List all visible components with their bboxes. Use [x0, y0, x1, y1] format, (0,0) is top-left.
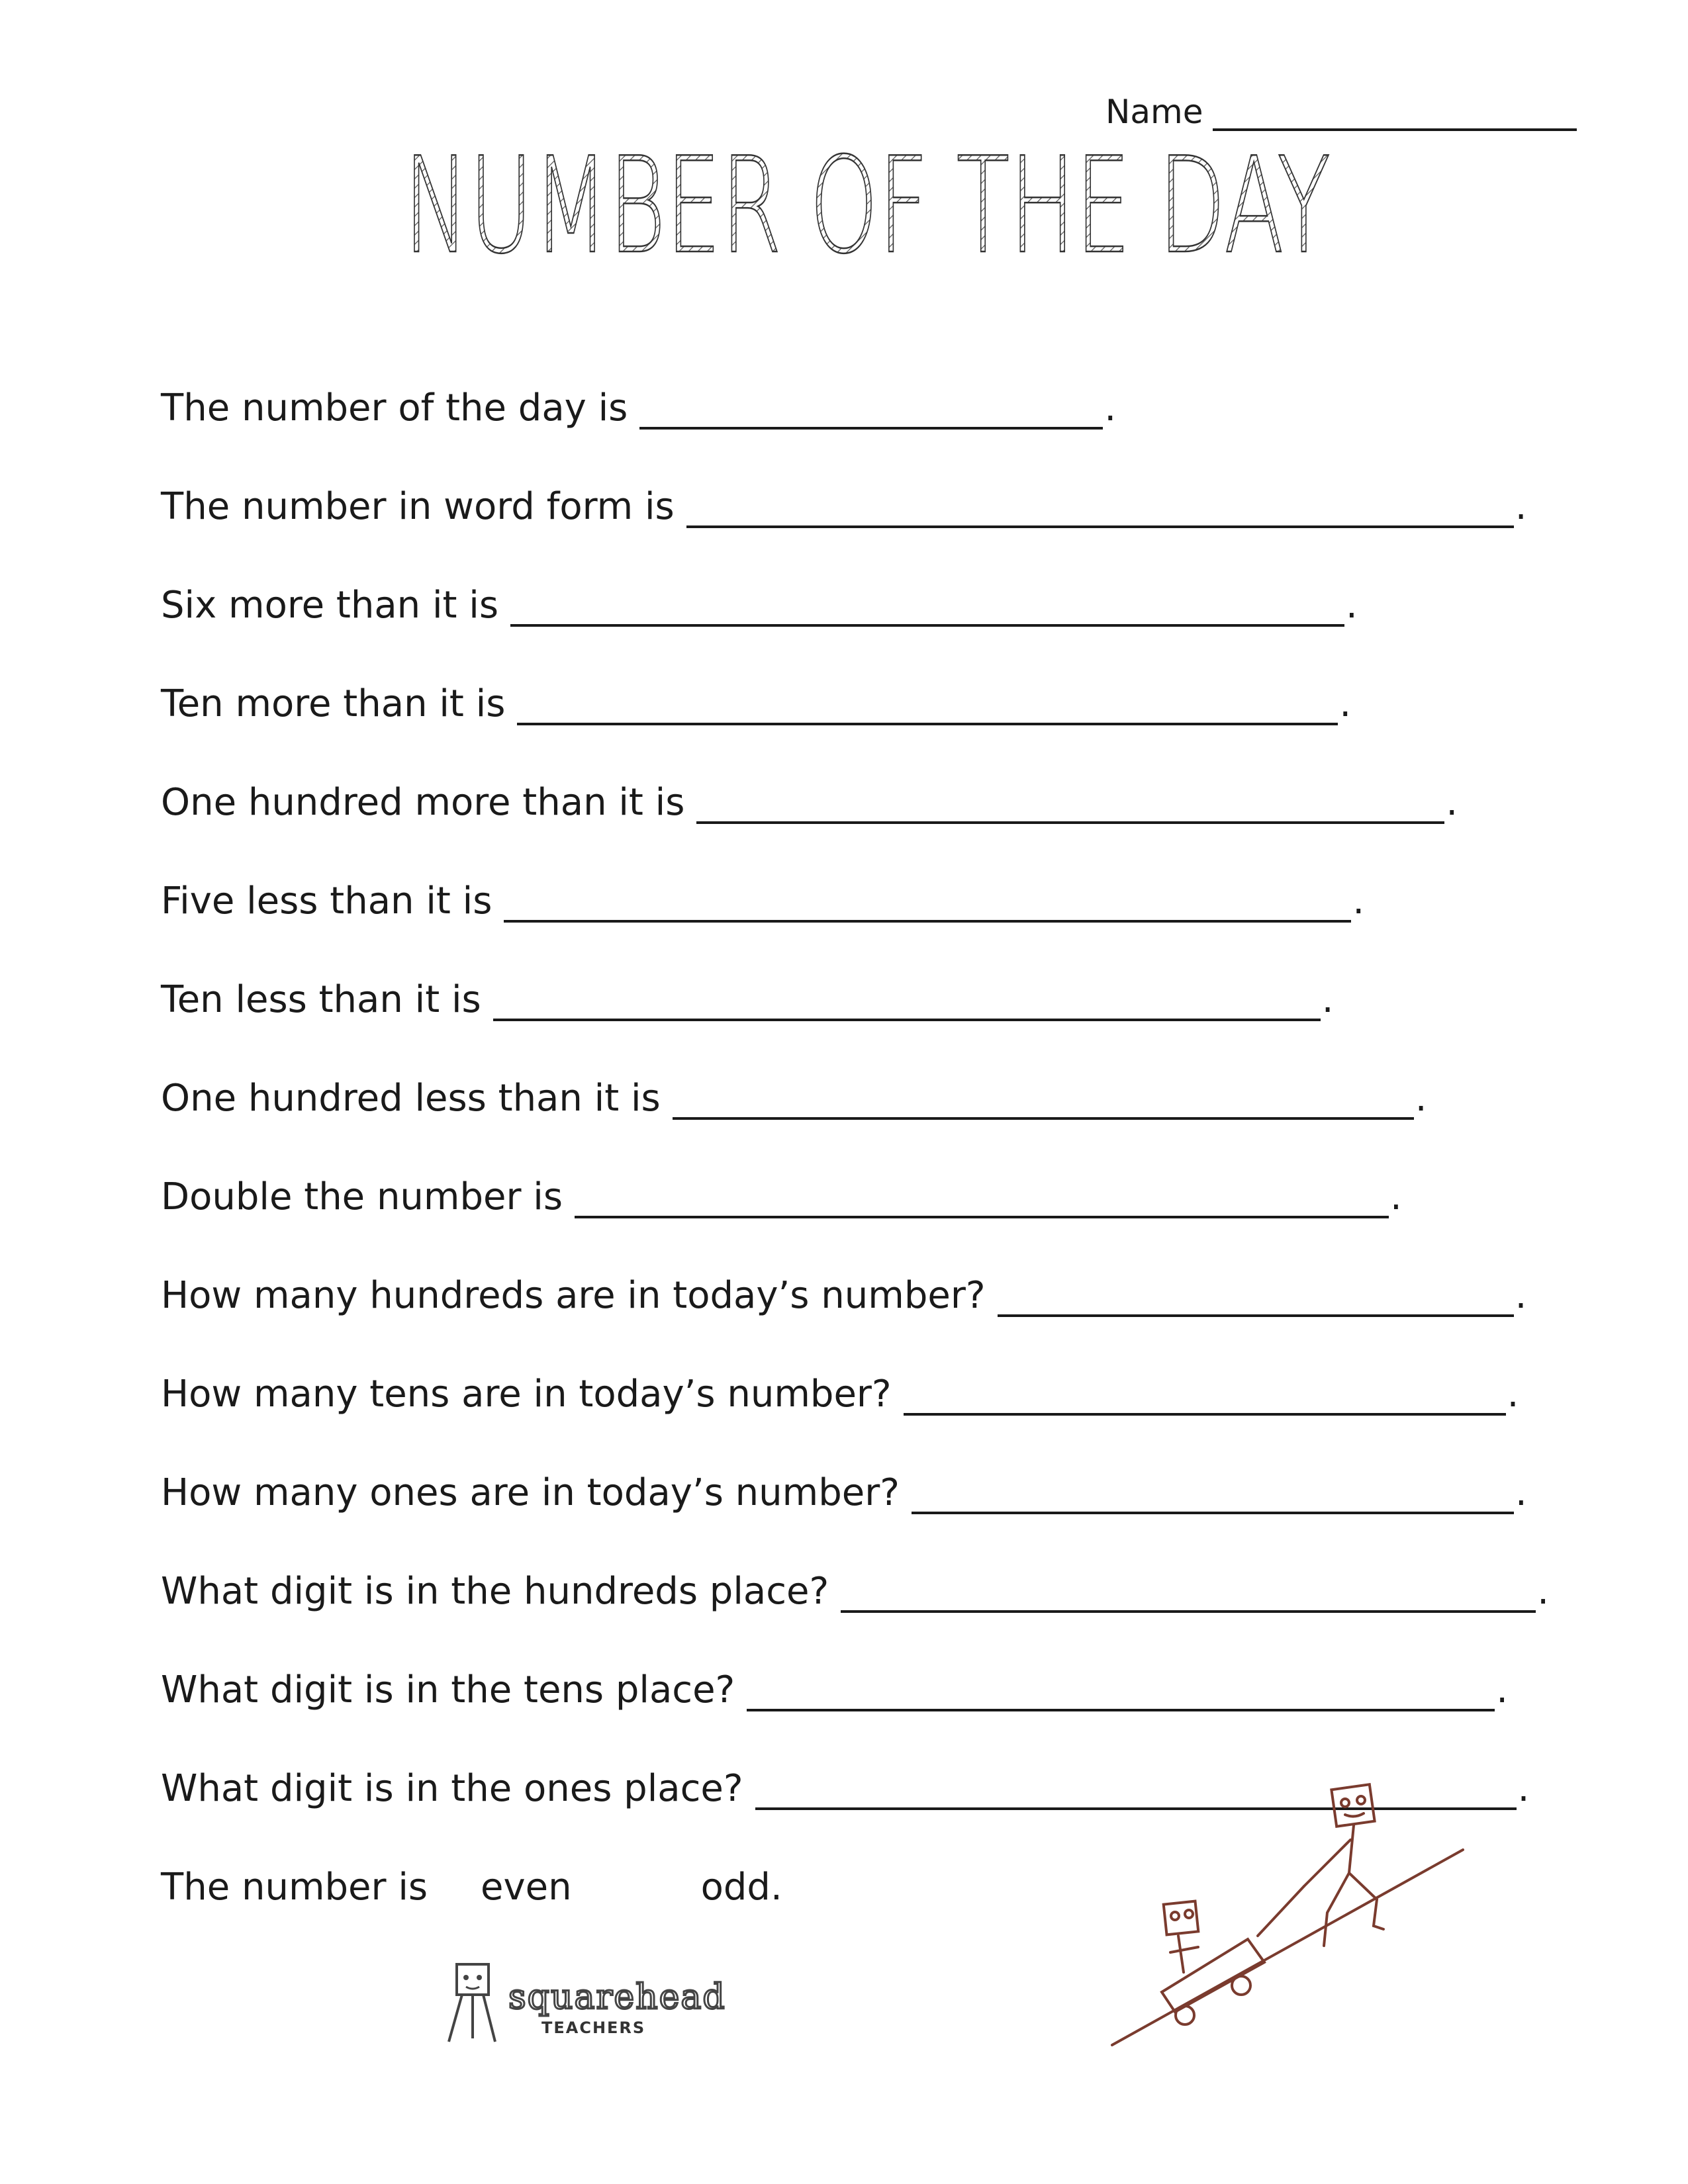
question-period: .	[1537, 1570, 1549, 1613]
question-row	[161, 430, 1564, 528]
question-text: How many hundreds are in today’s number?	[161, 1274, 986, 1317]
question-text: Double the number is	[161, 1175, 563, 1218]
title-text: NUMBER OF THE DAY	[404, 129, 1331, 283]
answer-line[interactable]	[673, 1081, 1414, 1120]
question-period: .	[1517, 1767, 1530, 1810]
answer-line[interactable]	[696, 786, 1444, 824]
question-period: .	[1515, 1274, 1527, 1317]
answer-line[interactable]	[504, 884, 1351, 923]
name-row	[1105, 93, 1577, 131]
squarehead-mascot-icon	[442, 1959, 508, 2045]
answer-line[interactable]	[639, 391, 1103, 430]
question-period: .	[1496, 1668, 1509, 1711]
question-period: .	[1104, 387, 1117, 430]
answer-line[interactable]	[517, 687, 1338, 725]
question-text: One hundred less than it is	[161, 1077, 661, 1120]
answer-line[interactable]	[841, 1574, 1536, 1613]
question-period: .	[1515, 485, 1527, 528]
logo-subtitle: TEACHERS	[541, 2019, 646, 2037]
question-text: Ten more than it is	[161, 682, 506, 725]
answer-line[interactable]	[510, 588, 1344, 627]
question-period: .	[1515, 1471, 1527, 1514]
question-row	[161, 1613, 1564, 1711]
name-field-line[interactable]	[1213, 97, 1577, 131]
answer-line[interactable]	[686, 490, 1514, 528]
question-period: .	[1507, 1373, 1519, 1416]
question-row	[161, 1416, 1564, 1514]
name-label: Name	[1105, 93, 1203, 131]
question-row	[161, 1120, 1564, 1218]
answer-line[interactable]	[493, 983, 1321, 1021]
answer-line[interactable]	[904, 1377, 1506, 1416]
question-row	[161, 1218, 1564, 1317]
page-title	[397, 129, 1337, 283]
question-period: .	[1321, 978, 1334, 1021]
question-text: What digit is in the hundreds place?	[161, 1570, 829, 1613]
question-period: .	[1390, 1175, 1402, 1218]
question-row	[161, 1021, 1564, 1120]
squarehead-teachers-logo	[442, 1959, 726, 2045]
odd-option[interactable]: odd.	[700, 1866, 782, 1909]
question-row	[161, 824, 1564, 923]
question-period: .	[1346, 584, 1358, 627]
question-period: .	[1446, 781, 1458, 824]
question-text: Six more than it is	[161, 584, 499, 627]
question-row	[161, 1317, 1564, 1416]
question-period: .	[1352, 880, 1365, 923]
question-row	[161, 725, 1564, 824]
question-period: .	[1415, 1077, 1427, 1120]
even-option[interactable]: even	[481, 1866, 572, 1909]
question-text: Ten less than it is	[161, 978, 481, 1021]
question-text: What digit is in the ones place?	[161, 1767, 743, 1810]
question-list	[161, 331, 1564, 1909]
answer-line[interactable]	[912, 1476, 1514, 1514]
question-text: The number of the day is	[161, 387, 628, 430]
question-text: How many ones are in today’s number?	[161, 1471, 900, 1514]
question-text: One hundred more than it is	[161, 781, 685, 824]
question-row	[161, 923, 1564, 1021]
parity-label: The number is	[161, 1866, 428, 1909]
answer-line[interactable]	[747, 1673, 1495, 1711]
question-period: .	[1339, 682, 1352, 725]
question-row	[161, 1514, 1564, 1613]
question-text: What digit is in the tens place?	[161, 1668, 735, 1711]
question-row	[161, 627, 1564, 725]
uphill-wagon-illustration	[1105, 1774, 1476, 2052]
answer-line[interactable]	[575, 1180, 1389, 1218]
question-row	[161, 528, 1564, 627]
question-row	[161, 331, 1564, 430]
answer-line[interactable]	[998, 1279, 1514, 1317]
question-text: The number in word form is	[161, 485, 675, 528]
question-text: Five less than it is	[161, 880, 492, 923]
logo-wordmark: squarehead	[508, 1978, 726, 2017]
question-text: How many tens are in today’s number?	[161, 1373, 892, 1416]
